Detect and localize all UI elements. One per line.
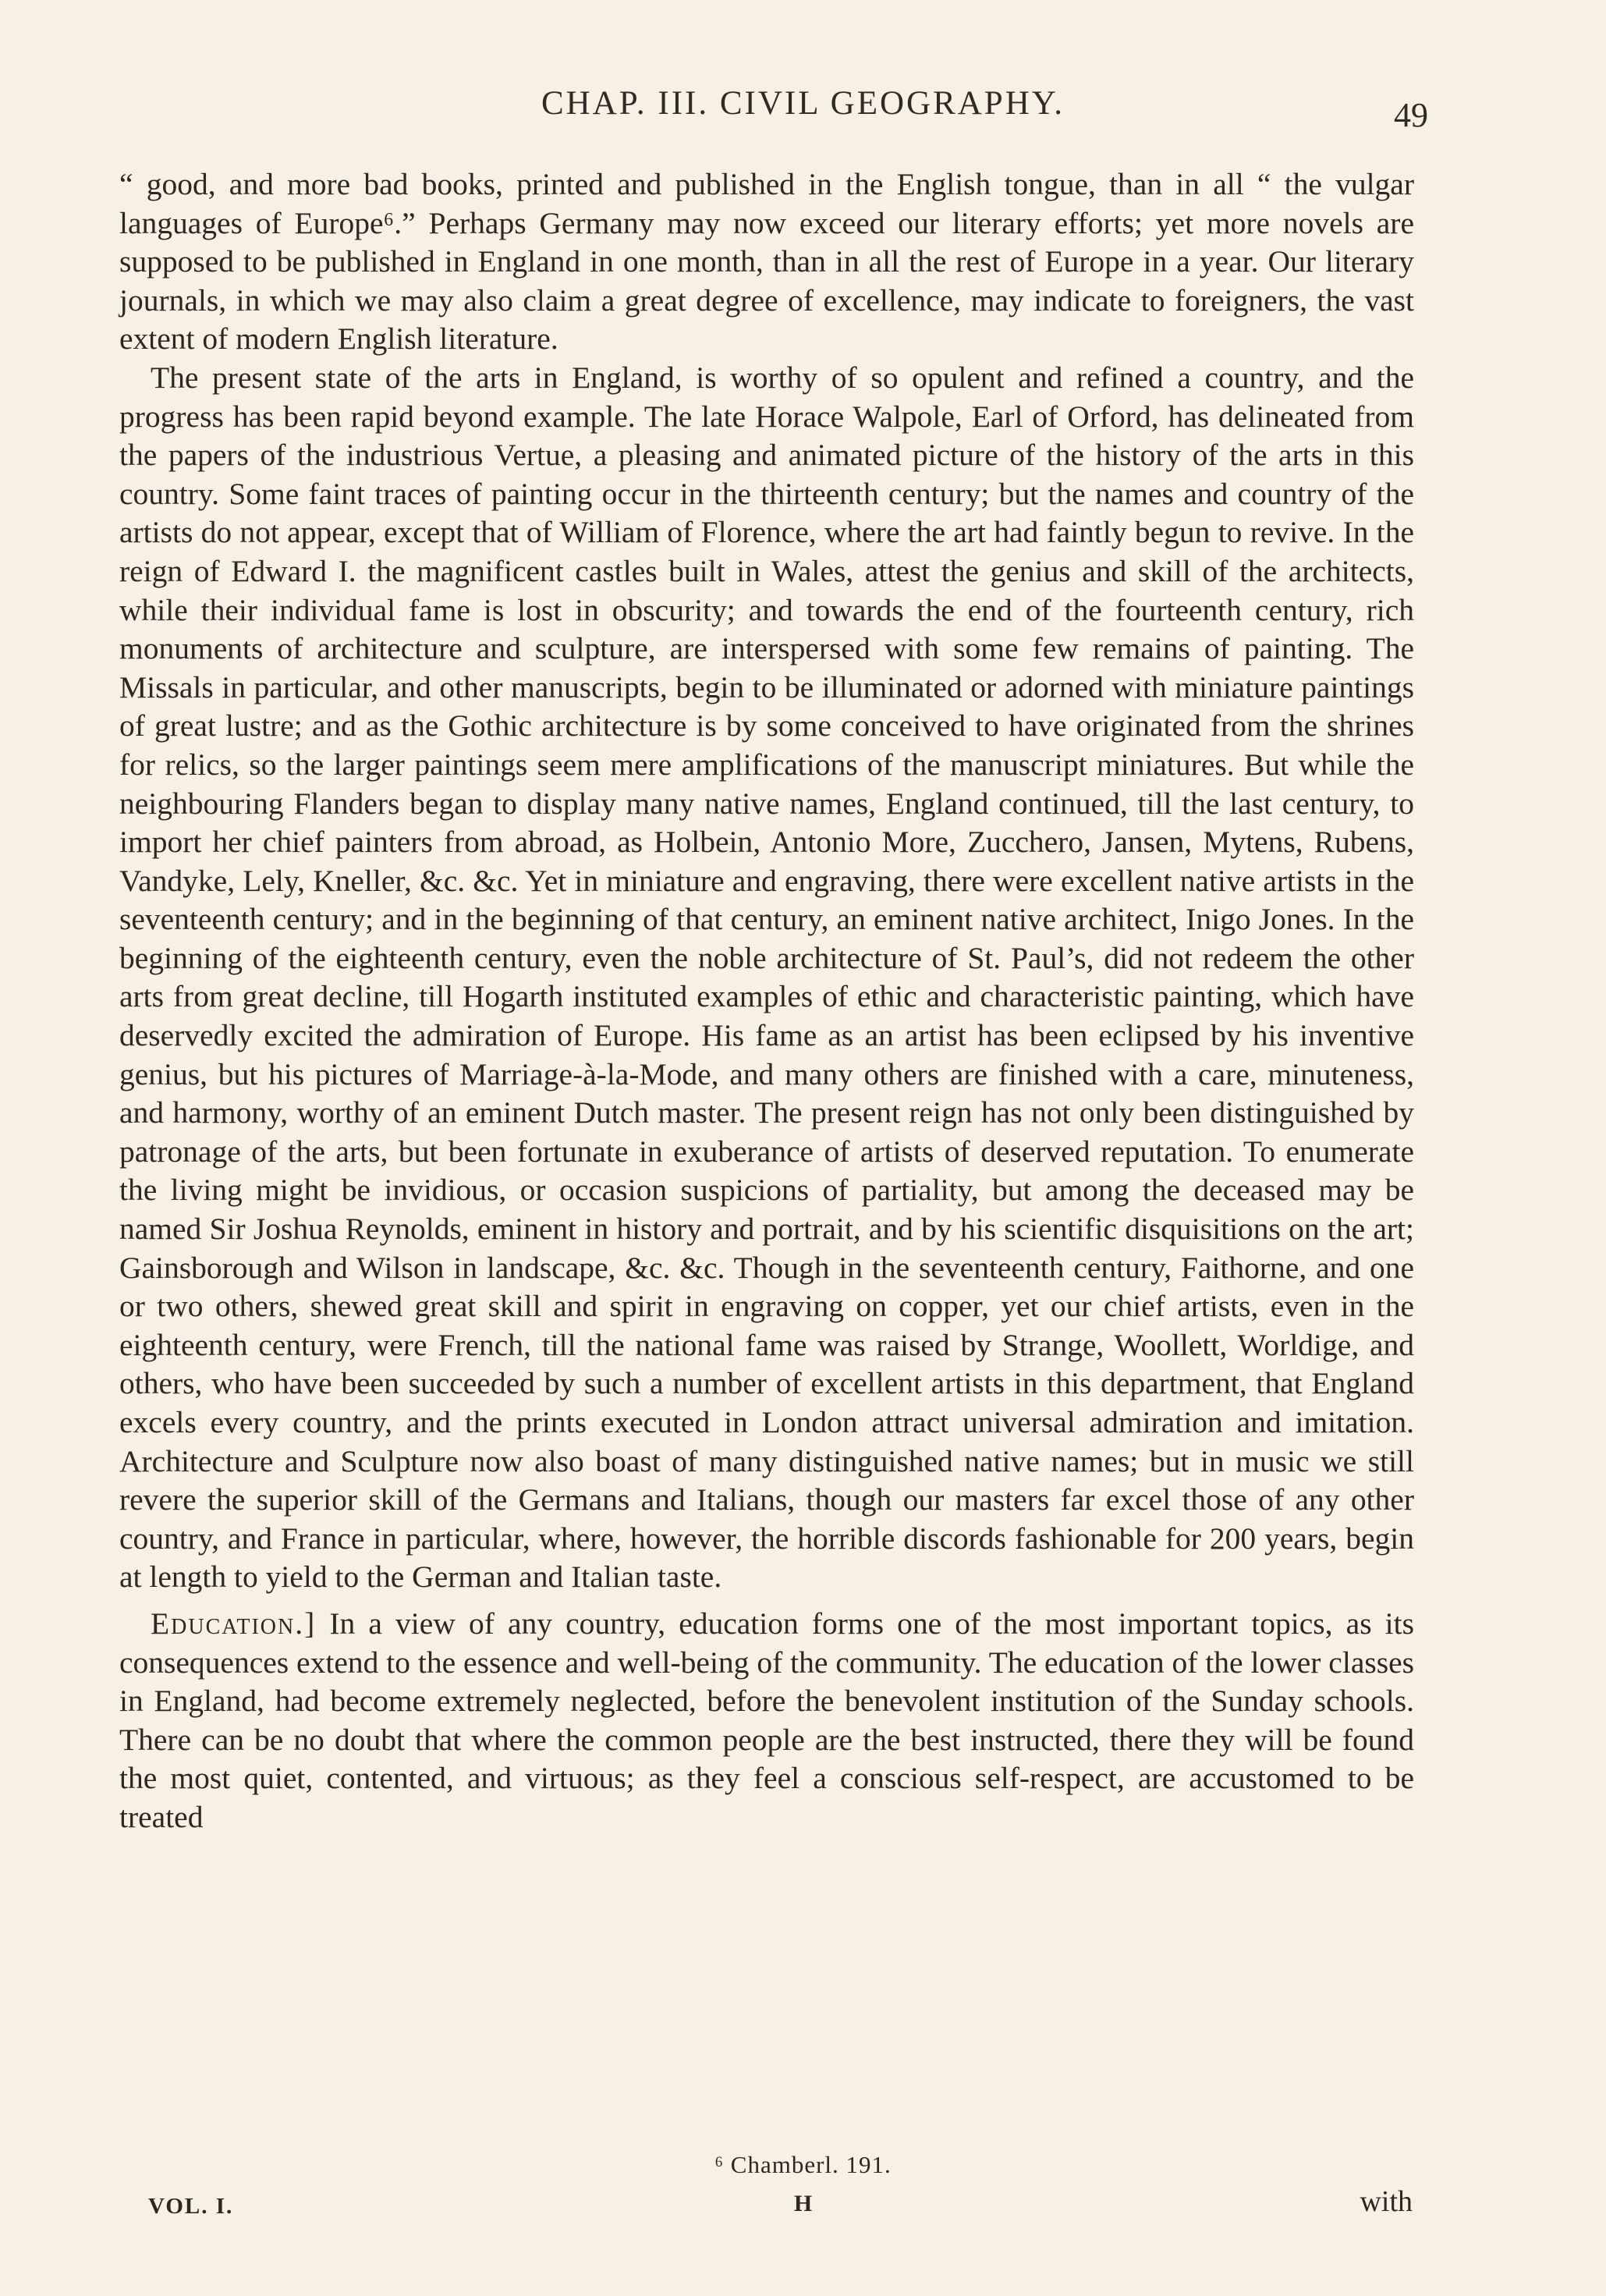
footnote: ⁶ Chamberl. 191. [714,2151,892,2178]
paragraph-literature: “ good, and more bad books, printed and published in the English tongue, than in all “ the vulgar languages of Europe⁶.” Perhaps Germany may now exceed our literary efforts; yet more novels are supposed to be published in England in one month, than in all the rest of Europe in a year. Our literary journals, in which we may also claim a great degree of excellence, may indicate to foreigners, the vast extent of modern English literature. [119,167,1414,357]
paragraph-education-text: In a view of any country, education forms one of the most important topics, as its consequences extend to the essence and well-being of the community. The education of the lower classes in England, had become extremely neglected, before the benevolent institution of the Sunday schools. There can be no doubt that where the common people are the best instructed, there they will be found the most quiet, contented, and virtuous; as they feel a conscious self-respect, are accustomed to be treated [119,1606,1415,1834]
side-heading-education: Education.] [151,1606,317,1641]
page-number: 49 [1394,96,1428,134]
paragraph-arts: The present state of the arts in England, is worthy of so opulent and refined a country, and the progress has been rapid beyond example. The late Horace Walpole, Earl of Orford, has delineated from the papers of the industrious Vertue, a pleasing and animated picture of the history of the arts in this country. Some faint traces of painting occur in the thirteenth century; but the names and country of the artists do not appear, except that of William of Florence, where the art had faintly begun to revive. In the reign of Edward I. the magnificent castles built in Wales, attest the genius and skill of the architects, while their individual fame is lost in obscurity; and towards the end of the fourteenth century, rich monuments of architecture and sculpture, are interspersed with some few remains of painting. The Missals in particular, and other manuscripts, begin to be illuminated or adorned with miniature paintings of great lustre; and as the Gothic architecture is by some conceived to have originated from the shrines for relics, so the larger paintings seem mere amplifications of the manuscript miniatures. But while the neighbouring Flanders began to display many native names, England continued, till the last century, to import her chief painters from abroad, as Holbein, Antonio More, Zucchero, Jansen, Mytens, Rubens, Vandyke, Lely, Kneller, &c. &c. Yet in miniature and engraving, there were excellent native artists in the seventeenth century; and in the beginning of that century, an eminent native architect, Inigo Jones. In the beginning of the eighteenth century, even the noble architecture of St. Paul’s, did not redeem the other arts from great decline, till Hogarth instituted examples of ethic and characteristic painting, which have deservedly excited the admiration of Europe. His fame as an artist has been eclipsed by his inventive genius, but his pictures of Marriage-à-la-Mode, and many others are finished with a care, minuteness, and harmony, worthy of an eminent Dutch master. The present reign has not only been distinguished by patronage of the arts, but been fortunate in exuberance of artists of deserved reputation. To enumerate the living might be invidious, or occasion suspicions of partiality, but among the deceased may be named Sir Joshua Reynolds, eminent in history and portrait, and by his scientific disquisitions on the art; Gainsborough and Wilson in landscape, &c. &c. Though in the seventeenth century, Faithorne, and one or two others, shewed great skill and spirit in engraving on copper, yet our chief artists, even in the eighteenth century, were French, till the national fame was raised by Strange, Woollett, Worldige, and others, who have been succeeded by such a number of excellent artists in this department, that England excels every country, and the prints executed in London attract universal admiration and imitation. Architecture and Sculpture now also boast of many distinguished native names; but in music we still revere the superior skill of the Germans and Italians, though our masters far excel those of any other country, and France in particular, where, however, the horrible discords fashionable for 200 years, begin at length to yield to the German and Italian taste. [119,360,1414,1595]
signature-mark: H [793,2191,813,2216]
paragraph-education [119,1605,1414,1837]
catchword: with [1360,2185,1413,2218]
body-text [119,165,1414,1837]
running-head: CHAP. III. CIVIL GEOGRAPHY. [541,85,1065,122]
volume-mark: VOL. I. [148,2194,234,2219]
